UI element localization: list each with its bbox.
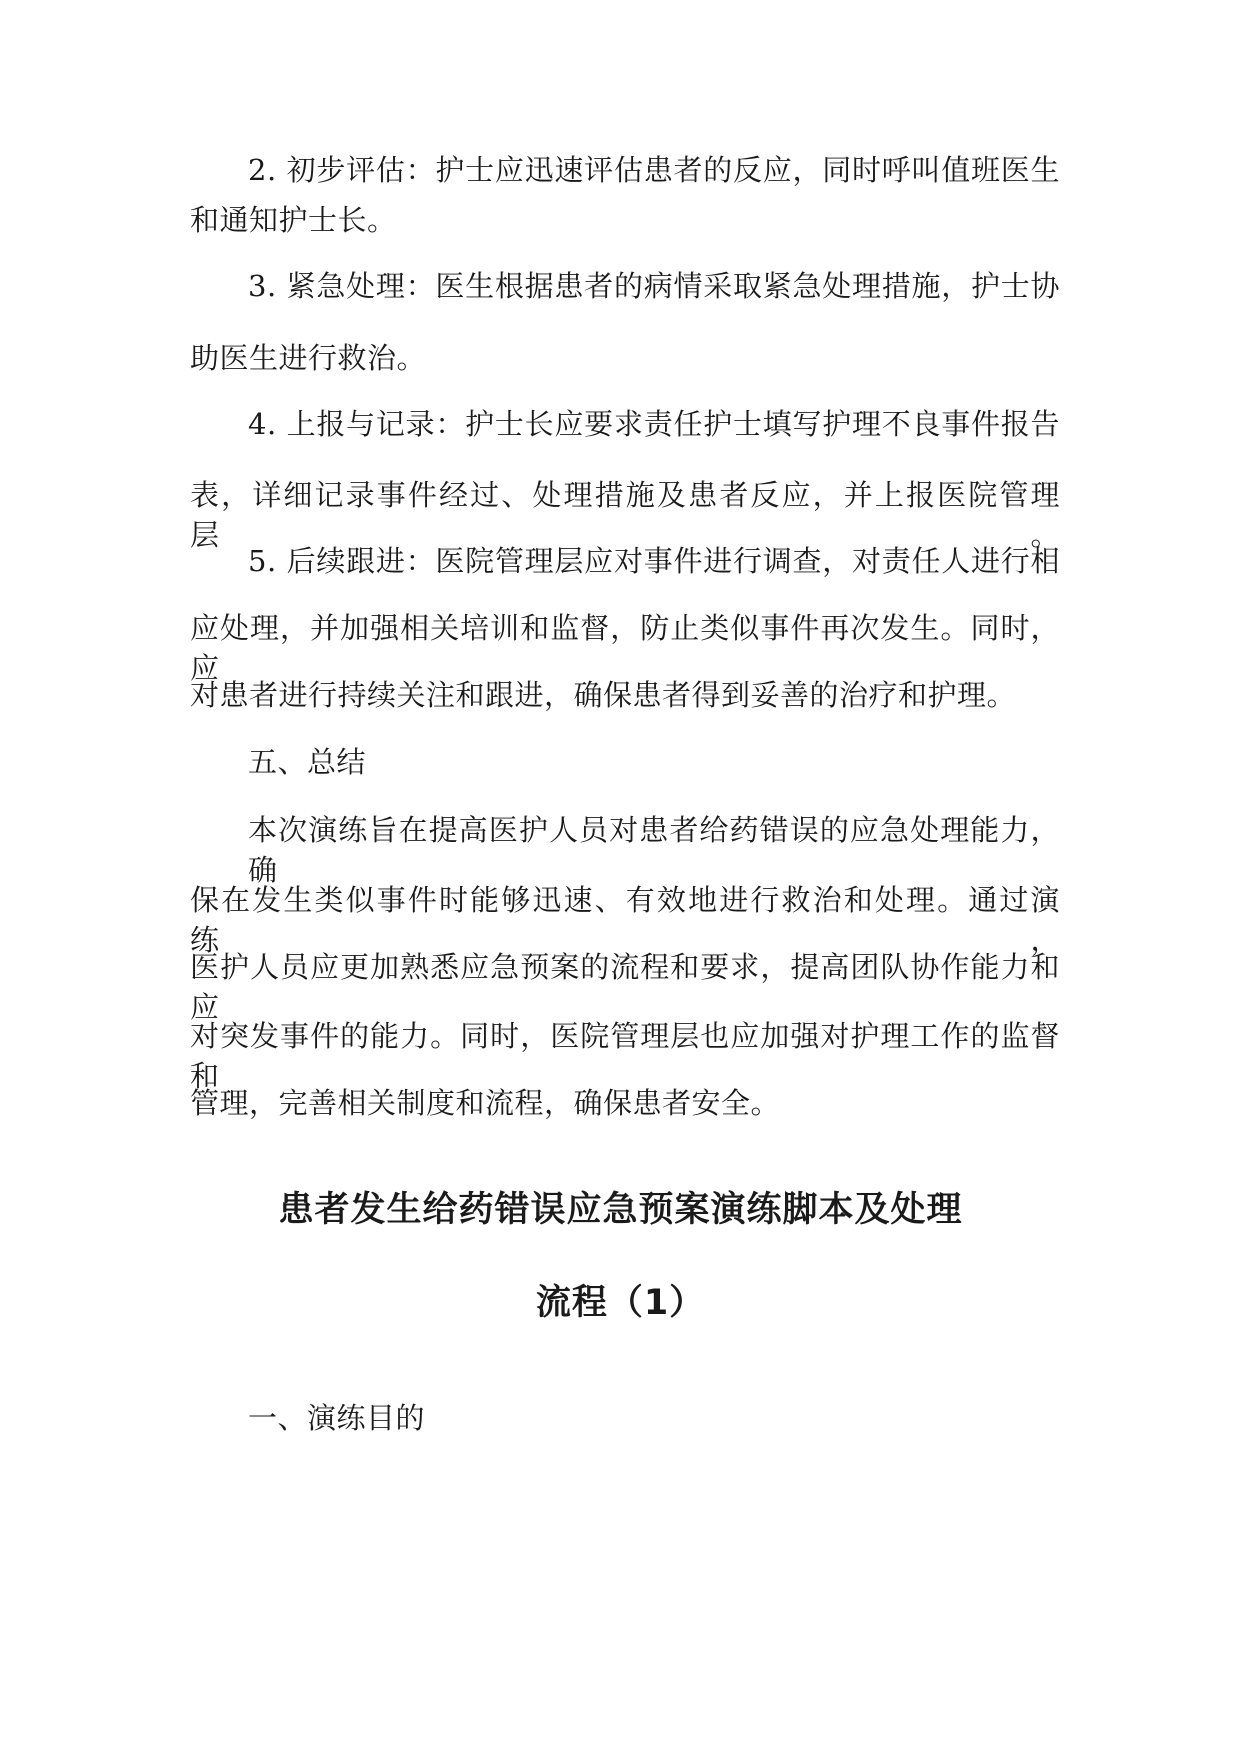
paragraph-step-5-line-2: 应处理，并加强相关培训和监督，防止类似事件再次发生。同时，应 (190, 611, 1060, 685)
paragraph-summary-line-3: 医护人员应更加熟悉应急预案的流程和要求，提高团队协作能力和应 (190, 950, 1060, 1024)
paragraph-step-4-line-1: 4. 上报与记录：护士长应要求责任护士填写护理不良事件报告 (248, 407, 1060, 441)
paragraph-step-4-line-2: 表，详细记录事件经过、处理措施及患者反应，并上报医院管理层。 (190, 478, 1060, 552)
paragraph-step-5-line-1: 5. 后续跟进：医院管理层应对事件进行调查，对责任人进行相 (248, 544, 1060, 578)
paragraph-step-2-line-2: 和通知护士长。 (190, 203, 397, 237)
paragraph-step-5-line-3: 对患者进行持续关注和跟进，确保患者得到妥善的治疗和护理。 (190, 678, 1017, 712)
section-heading-summary: 五、总结 (248, 745, 367, 779)
document-title-line-2: 流程（1） (535, 1283, 706, 1323)
paragraph-summary-line-4: 对突发事件的能力。同时，医院管理层也应加强对护理工作的监督和 (190, 1019, 1060, 1093)
paragraph-step-3-line-1: 3. 紧急处理：医生根据患者的病情采取紧急处理措施，护士协 (248, 269, 1060, 303)
paragraph-summary-line-5: 管理，完善相关制度和流程，确保患者安全。 (190, 1086, 781, 1120)
paragraph-step-3-line-2: 助医生进行救治。 (190, 341, 427, 375)
paragraph-step-2-line-1: 2. 初步评估：护士应迅速评估患者的反应，同时呼叫值班医生 (248, 153, 1060, 187)
section-heading-drill-purpose: 一、演练目的 (248, 1401, 426, 1435)
paragraph-summary-line-2: 保在发生类似事件时能够迅速、有效地进行救治和处理。通过演练， (190, 883, 1060, 957)
document-title-line-1: 患者发生给药错误应急预案演练脚本及处理 (278, 1190, 963, 1230)
paragraph-summary-line-1: 本次演练旨在提高医护人员对患者给药错误的应急处理能力，确 (248, 813, 1060, 887)
